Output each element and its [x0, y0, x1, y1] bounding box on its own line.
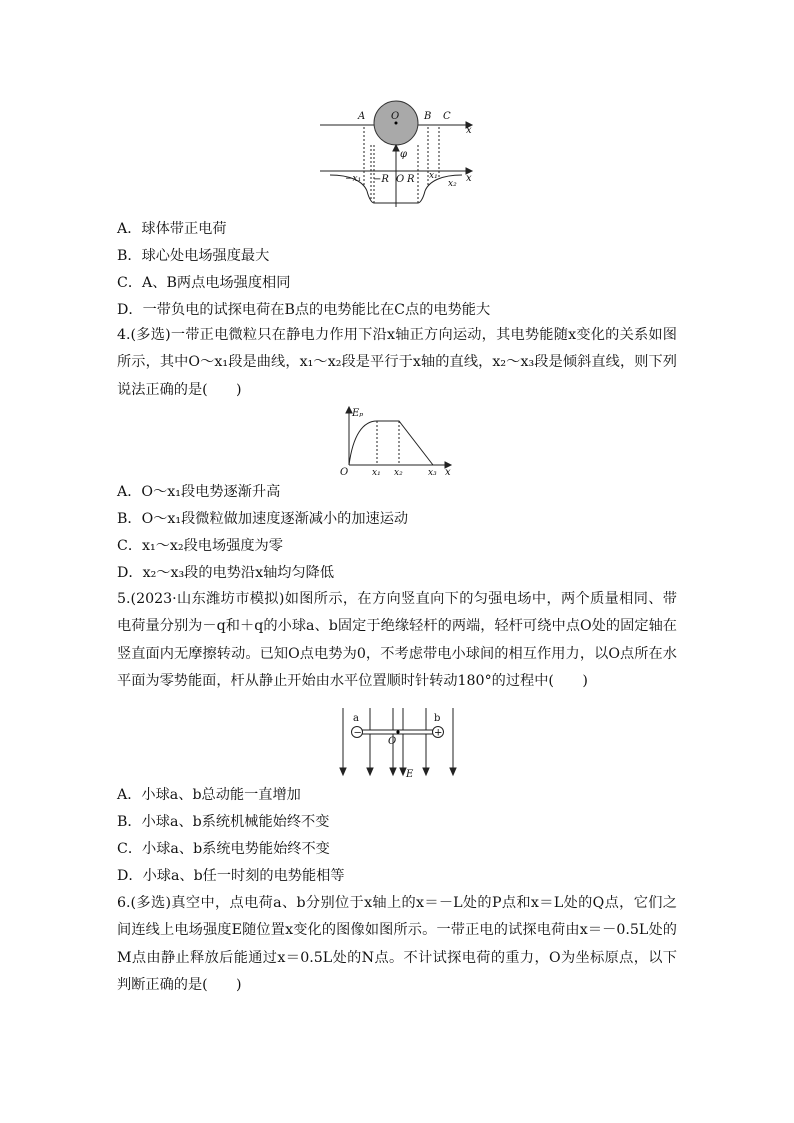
ball-a-label: a	[353, 713, 359, 724]
point-b-label: B	[424, 111, 432, 122]
x1-tick: x₁	[372, 468, 381, 477]
q3-option-d: D．一带负电的试探电荷在B点的电势能比在C点的电势能大	[117, 302, 491, 318]
x-axis-label: x	[445, 467, 451, 477]
q4-option-d: D．x₂～x₃段的电势沿x轴均匀降低	[117, 565, 335, 581]
q6-stem: 6.(多选)真空中，点电荷a、b分别位于x轴上的x＝－L处的P点和x＝L处的Q点，它们之间连线上电场强度E随位置x变化的图像如图所示。一带正电的试探电荷由x＝－0.5L处的M点由静止释放后能通过x＝0.5L处的N点。不计试探电荷的重力，O为坐标原点，以下判断正确的是( )	[117, 895, 677, 993]
q3-option-a: A．球体带正电荷	[117, 221, 227, 237]
x2-tick: x₂	[394, 468, 403, 477]
ep-label: Eₚ	[352, 408, 364, 419]
q5-option-d: D．小球a、b任一时刻的电势能相等	[117, 868, 345, 884]
q4-option-c: C．x₁～x₂段电场强度为零	[117, 538, 283, 554]
field-rod-figure	[338, 706, 468, 782]
point-a-label: A	[358, 111, 366, 122]
x-axis-label-top: x	[466, 125, 472, 136]
neg-r-label: −R	[373, 174, 389, 185]
pivot-o-label: O	[388, 736, 397, 747]
minus-sign: −	[353, 727, 362, 739]
point-o-label: O	[391, 111, 400, 122]
q5-option-c: C．小球a、b系统电势能始终不变	[117, 841, 330, 857]
ball-b-label: b	[434, 713, 441, 724]
x2-label: x₂	[448, 179, 457, 189]
r-label: R	[407, 174, 415, 185]
q4-option-b: B．O～x₁段微粒做加速度逐渐减小的加速运动	[117, 511, 409, 527]
q5-option-a: A．小球a、b总动能一直增加	[117, 787, 301, 803]
neg-x1-label: −x₁	[345, 174, 362, 184]
origin-label: O	[396, 174, 405, 185]
q3-option-b: B．球心处电场强度最大	[117, 248, 270, 264]
x3-tick: x₃	[428, 468, 437, 477]
point-c-label: C	[443, 111, 451, 122]
q3-option-c: C．A、B两点电场强度相同	[117, 275, 291, 291]
q4-stem: 4.(多选)一带正电微粒只在静电力作用下沿x轴正方向运动，其电势能随x变化的关系如图所示，其中O～x₁段是曲线，x₁～x₂段是平行于x轴的直线，x₂～x₃段是倾斜直线，则下列说法正确的是( )	[117, 327, 677, 398]
ep-x-graph	[337, 405, 457, 477]
x1-label: x₁	[429, 171, 438, 181]
q5-stem: 5.(2023·山东潍坊市模拟)如图所示，在方向竖直向下的匀强电场中，两个质量相同、带电荷量分别为－q和＋q的小球a、b固定于绝缘轻杆的两端，轻杆可绕中点O处的固定轴在竖直面内无摩擦转动。已知O点电势为0，不考虑带电小球间的相互作用力，以O点所在水平面为零势能面，杆从静止开始由水平位置顺时针转动180°的过程中( )	[117, 591, 677, 689]
q4-option-a: A．O～x₁段电势逐渐升高	[117, 484, 281, 500]
phi-label: φ	[400, 149, 408, 160]
sphere-potential-figure	[315, 95, 480, 215]
field-e-label: E	[406, 769, 414, 780]
plus-sign: +	[434, 727, 443, 739]
x-axis-label-bottom: x	[466, 173, 472, 184]
q5-option-b: B．小球a、b系统机械能始终不变	[117, 814, 330, 830]
origin-o-label: O	[340, 467, 349, 477]
